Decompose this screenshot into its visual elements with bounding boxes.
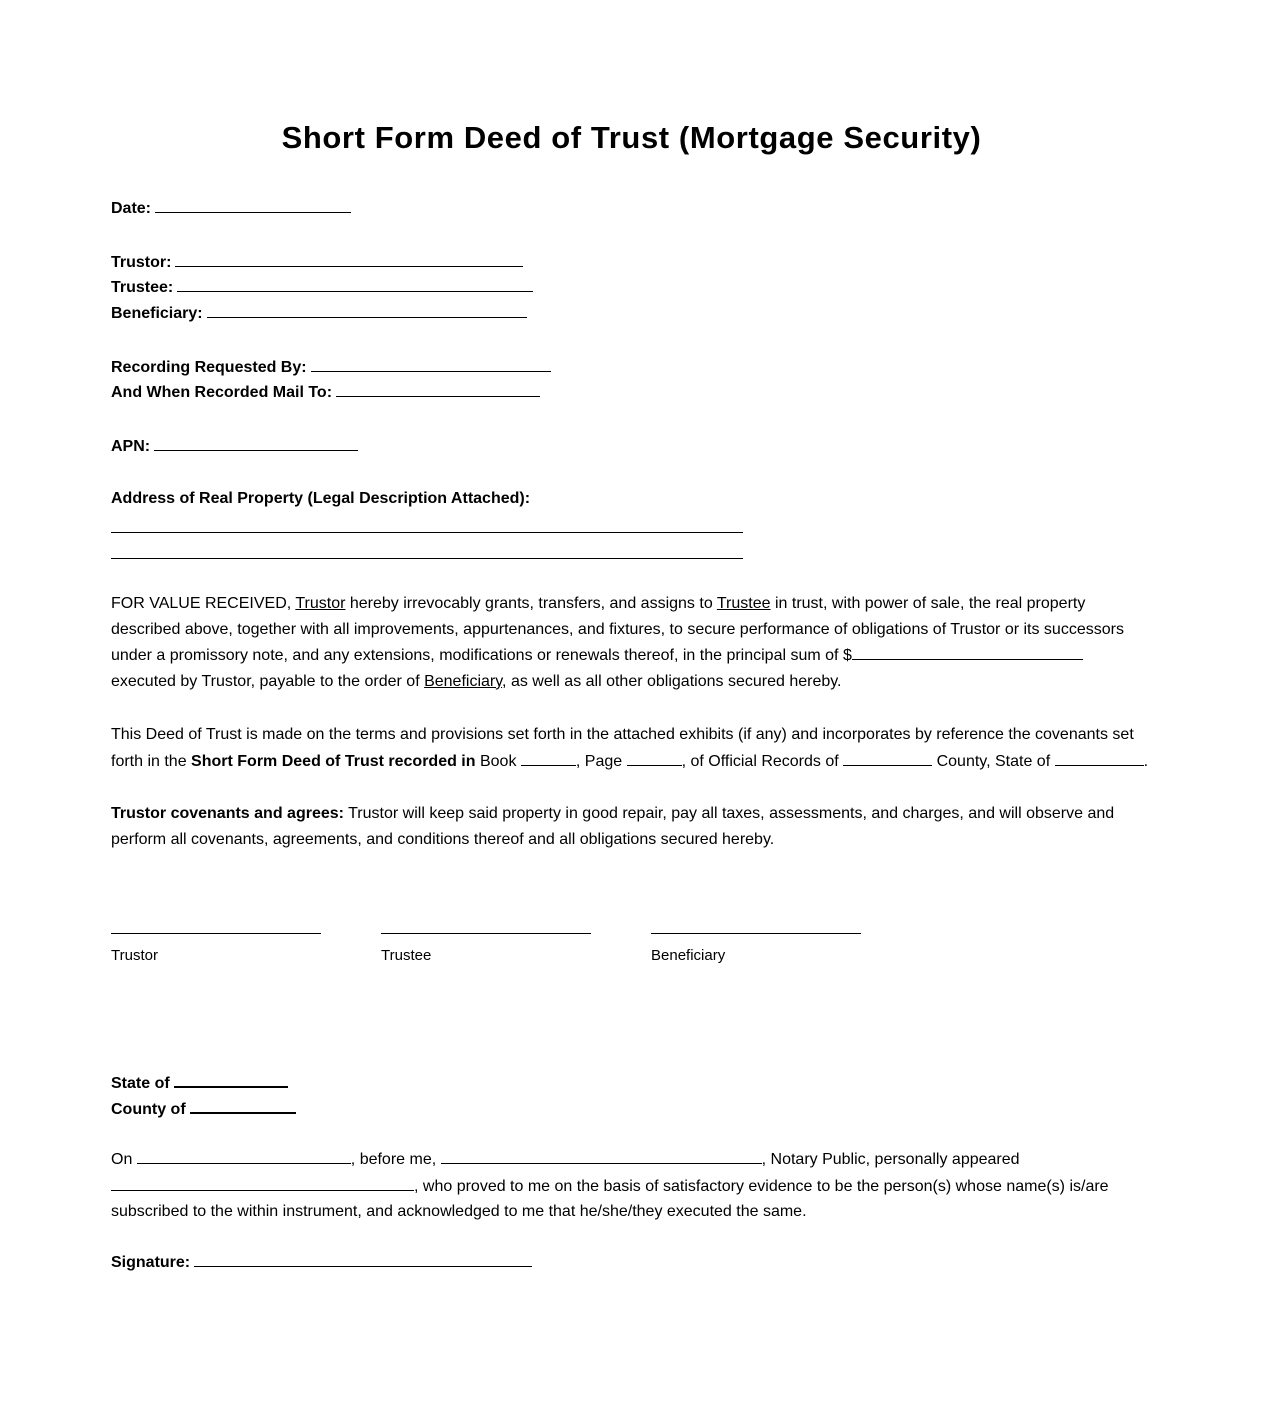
grant-text: executed by Trustor, payable to the order of bbox=[111, 672, 425, 690]
trustee-signature-label: Trustee bbox=[381, 947, 432, 964]
covenants-heading: Trustor covenants and agrees: bbox=[111, 805, 344, 822]
grant-text: under a promissory note, and any extensions, modifications or renewals thereof, in the principal sum of $ bbox=[111, 647, 852, 664]
beneficiary-blank[interactable] bbox=[207, 300, 527, 318]
terms-text: Book bbox=[475, 752, 521, 770]
address-section-label: Address of Real Property (Legal Description Attached): bbox=[111, 490, 531, 507]
notary-text: , before me, bbox=[350, 1151, 441, 1168]
grant-text: , as well as all other obligations secured hereby. bbox=[502, 672, 842, 690]
terms-text: County, State of bbox=[932, 752, 1055, 770]
trustor-term: Trustor bbox=[295, 595, 346, 612]
trustee-signature-line[interactable] bbox=[381, 933, 591, 934]
trustee-field bbox=[111, 274, 533, 301]
covenants-paragraph bbox=[111, 801, 1151, 852]
notary-signature-blank[interactable] bbox=[194, 1249, 532, 1267]
grant-line-4 bbox=[111, 669, 1151, 695]
grant-text: FOR VALUE RECEIVED, bbox=[111, 595, 296, 612]
state-blank[interactable] bbox=[1055, 748, 1144, 766]
trustee-blank[interactable] bbox=[177, 274, 533, 292]
notary-signature-label: Signature: bbox=[111, 1254, 191, 1271]
page-blank[interactable] bbox=[627, 748, 682, 766]
notary-line-1 bbox=[111, 1146, 1151, 1173]
grant-paragraph bbox=[111, 591, 1151, 694]
date-field bbox=[111, 195, 351, 222]
trustor-label: Trustor: bbox=[111, 254, 172, 271]
date-label: Date: bbox=[111, 200, 152, 217]
grant-line-2: described above, together with all improvements, appurtenances, and fixtures, to secure performance of obligations of Trustor or its successors bbox=[111, 620, 1124, 638]
notary-county-blank[interactable] bbox=[190, 1095, 296, 1114]
apn-label: APN: bbox=[111, 438, 151, 455]
trustor-signature-line[interactable] bbox=[111, 933, 321, 934]
grant-line-3 bbox=[111, 642, 1151, 669]
trustor-field bbox=[111, 249, 523, 276]
notary-state-field bbox=[111, 1069, 288, 1097]
beneficiary-label: Beneficiary: bbox=[111, 305, 203, 322]
beneficiary-term: Beneficiary bbox=[424, 672, 503, 690]
terms-text: , Page bbox=[575, 752, 627, 770]
person-name-blank[interactable] bbox=[111, 1173, 414, 1191]
notary-text: On bbox=[111, 1151, 137, 1168]
terms-line-2 bbox=[111, 748, 1151, 775]
beneficiary-signature-line[interactable] bbox=[651, 933, 861, 934]
mail-to-blank[interactable] bbox=[336, 379, 540, 397]
book-blank[interactable] bbox=[521, 748, 576, 766]
recording-requested-blank[interactable] bbox=[311, 354, 551, 372]
notary-signature-field bbox=[111, 1249, 532, 1276]
terms-text: , of Official Records of bbox=[681, 752, 844, 770]
terms-text: forth in the bbox=[111, 752, 192, 770]
mail-to-field bbox=[111, 379, 540, 406]
apn-field bbox=[111, 433, 358, 460]
covenants-line-1 bbox=[111, 801, 1151, 827]
terms-text: . bbox=[1143, 752, 1149, 770]
notary-line-3: subscribed to the within instrument, and acknowledged to me that he/she/they executed the same. bbox=[111, 1203, 807, 1220]
notary-state-label: State of bbox=[111, 1075, 170, 1092]
notary-text: , who proved to me on the basis of satisfactory evidence to be the person(s) whose name(s) is/are bbox=[414, 1177, 1109, 1195]
terms-line-1: This Deed of Trust is made on the terms and provisions set forth in the attached exhibits (if any) and incorporates by reference the covenants set bbox=[111, 726, 1134, 743]
notary-state-blank[interactable] bbox=[174, 1069, 288, 1088]
principal-sum-blank[interactable] bbox=[852, 642, 1083, 660]
recorded-in-bold: Short Form Deed of Trust recorded in bbox=[191, 752, 476, 770]
date-blank[interactable] bbox=[155, 195, 351, 213]
grant-text: hereby irrevocably grants, transfers, and assigns to bbox=[345, 595, 717, 612]
notary-name-blank[interactable] bbox=[441, 1146, 762, 1164]
grant-text: in trust, with power of sale, the real property bbox=[770, 595, 1086, 612]
notary-county-field bbox=[111, 1095, 296, 1123]
terms-paragraph bbox=[111, 722, 1151, 774]
notary-text: , Notary Public, personally appeared bbox=[761, 1151, 1020, 1168]
covenants-line-2: perform all covenants, agreements, and conditions thereof and all obligations secured hereby. bbox=[111, 830, 775, 848]
mail-to-label: And When Recorded Mail To: bbox=[111, 384, 333, 401]
document-title: Short Form Deed of Trust (Mortgage Security) bbox=[281, 120, 982, 155]
address-line-1[interactable] bbox=[111, 532, 743, 533]
trustor-signature-label: Trustor bbox=[111, 947, 158, 964]
notary-county-label: County of bbox=[111, 1101, 186, 1118]
grant-line-1 bbox=[111, 591, 1151, 617]
notary-line-2 bbox=[111, 1173, 1151, 1200]
trustee-label: Trustee: bbox=[111, 279, 174, 296]
notary-date-blank[interactable] bbox=[137, 1146, 351, 1164]
notary-paragraph bbox=[111, 1146, 1151, 1225]
county-blank[interactable] bbox=[843, 748, 932, 766]
trustor-blank[interactable] bbox=[175, 249, 523, 267]
recording-requested-label: Recording Requested By: bbox=[111, 359, 307, 376]
address-line-2[interactable] bbox=[111, 558, 743, 559]
beneficiary-field bbox=[111, 300, 527, 327]
covenants-text: Trustor will keep said property in good repair, pay all taxes, assessments, and charges, and will observe and bbox=[343, 805, 1115, 822]
recording-requested-field bbox=[111, 354, 551, 381]
beneficiary-signature-label: Beneficiary bbox=[651, 947, 726, 964]
apn-blank[interactable] bbox=[154, 433, 358, 451]
trustee-term: Trustee bbox=[716, 595, 771, 612]
